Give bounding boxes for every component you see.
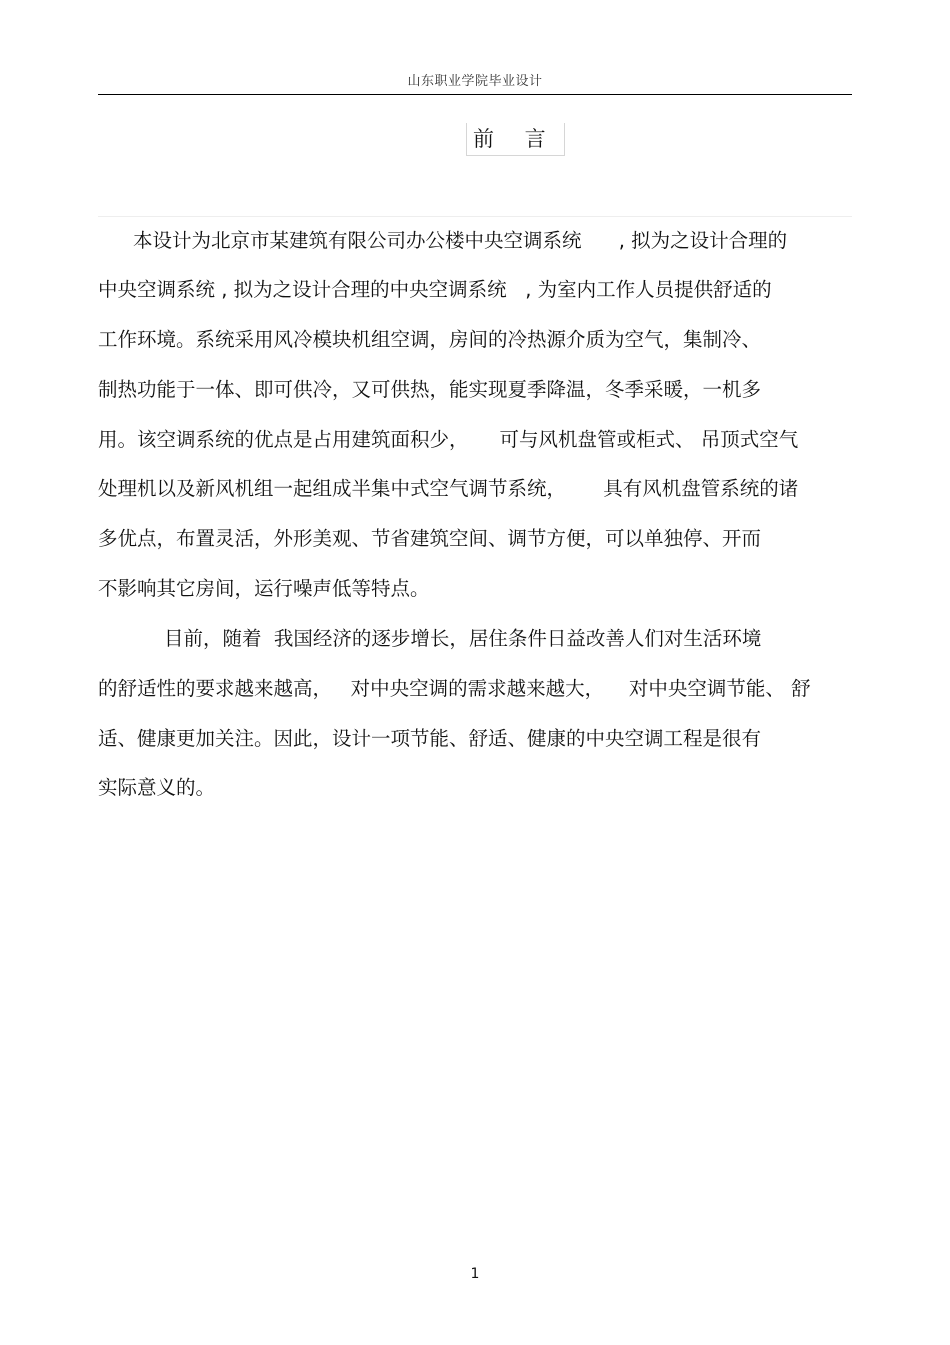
page-number: 1 [470,1266,480,1282]
paragraph-line: 不影响其它房间，运行噪声低等特点。 [98,577,430,600]
paragraph-line: 中央空调系统 , 拟为之设计合理的中央空调系统 , 为室内工作人员提供舒适的 [98,278,772,301]
paragraph-line: 处理机以及新风机组一起组成半集中式空气调节系统， 具有风机盘管系统的诸 [98,477,799,500]
section-divider [98,216,852,217]
paragraph-line: 适、健康更加关注。因此，设计一项节能、舒适、健康的中央空调工程是很有 [98,727,762,750]
section-title: 前 言 [466,123,565,156]
paragraph-line: 制热功能于一体、即可供冷，又可供热，能实现夏季降温，冬季采暖，一机多 [98,378,762,401]
paragraph-line: 用。该空调系统的优点是占用建筑面积少， 可与风机盘管或柜式、 吊顶式空气 [98,428,799,451]
paragraph-line: 的舒适性的要求越来越高， 对中央空调的需求越来越大， 对中央空调节能、 舒 [98,677,811,700]
running-header: 山东职业学院毕业设计 [407,74,543,89]
paragraph-line: 多优点，布置灵活，外形美观、节省建筑空间、调节方便，可以单独停、开而 [98,527,762,550]
paragraph-line: 实际意义的。 [98,776,216,799]
paragraph-line: 本设计为北京市某建筑有限公司办公楼中央空调系统 , 拟为之设计合理的 [133,229,788,252]
header-rule [98,94,852,95]
paragraph-line: 工作环境。系统采用风冷模块机组空调，房间的冷热源介质为空气，集制冷、 [98,328,762,351]
paragraph-line: 目前，随着 我国经济的逐步增长，居住条件日益改善人们对生活环境 [164,627,762,650]
